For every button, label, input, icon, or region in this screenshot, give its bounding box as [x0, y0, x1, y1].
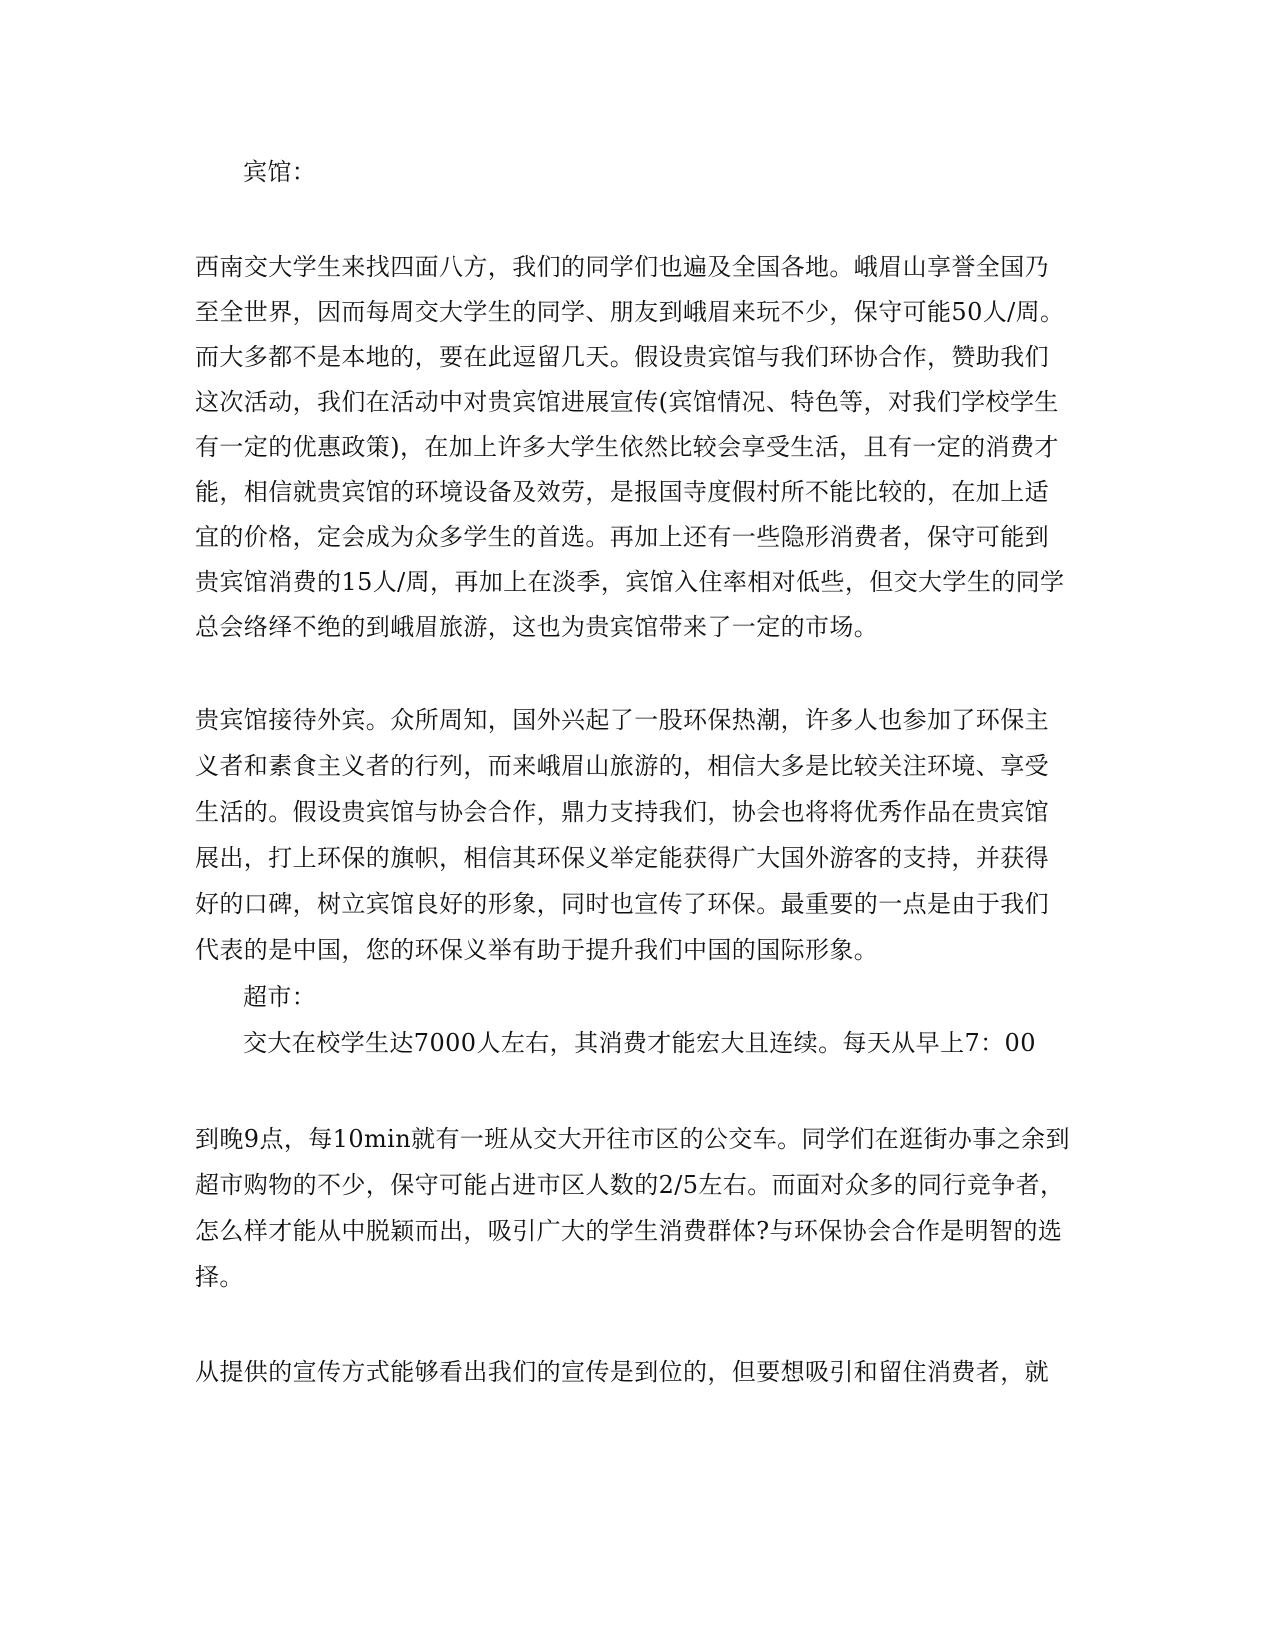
text-line: 而大多都不是本地的，要在此逗留几天。假设贵宾馆与我们环协合作，赞助我们 [195, 343, 1049, 371]
text-line: 贵宾馆接待外宾。众所周知，国外兴起了一股环保热潮，许多人也参加了环保主 [195, 706, 1049, 734]
text-line: 这次活动，我们在活动中对贵宾馆进展宣传(宾馆情况、特色等，对我们学校学生 [195, 388, 1059, 416]
paragraph-supermarket-intro: 交大在校学生达7000人左右，其消费才能宏大且连续。每天从早上7：00 [243, 1029, 1036, 1057]
text-line: 能，相信就贵宾馆的环境设备及效劳，是报国寺度假村所不能比较的，在加上适 [195, 478, 1049, 506]
paragraph-promotion: 从提供的宣传方式能够看出我们的宣传是到位的，但要想吸引和留住消费者，就 [195, 1358, 1049, 1386]
text-line: 超市购物的不少，保守可能占进市区人数的2/5左右。而面对众多的同行竞争者， [195, 1171, 1065, 1199]
text-line: 代表的是中国，您的环保义举有助于提升我们中国的国际形象。 [195, 936, 879, 964]
text-line: 至全世界，因而每周交大学生的同学、朋友到峨眉来玩不少，保守可能50人/周。 [195, 298, 1065, 326]
text-line: 怎么样才能从中脱颖而出，吸引广大的学生消费群体?与环保协会合作是明智的选 [195, 1217, 1063, 1245]
text-line: 择。 [195, 1263, 244, 1291]
text-line: 贵宾馆消费的15人/周，再加上在淡季，宾馆入住率相对低些，但交大学生的同学 [195, 568, 1065, 596]
text-line: 宜的价格，定会成为众多学生的首选。再加上还有一些隐形消费者，保守可能到 [195, 523, 1049, 551]
text-line: 到晚9点，每10min就有一班从交大开往市区的公交车。同学们在逛街办事之余到 [195, 1125, 1070, 1153]
text-line: 展出，打上环保的旗帜，相信其环保义举定能获得广大国外游客的支持，并获得 [195, 844, 1049, 872]
text-line: 总会络绎不绝的到峨眉旅游，这也为贵宾馆带来了一定的市场。 [195, 613, 879, 641]
section-heading-supermarket: 超市： [243, 983, 317, 1011]
text-line: 义者和素食主义者的行列，而来峨眉山旅游的，相信大多是比较关注环境、享受 [195, 752, 1049, 780]
text-line: 有一定的优惠政策)，在加上许多大学生依然比较会享受生活，且有一定的消费才 [195, 433, 1059, 461]
text-line: 西南交大学生来找四面八方，我们的同学们也遍及全国各地。峨眉山享誉全国乃 [195, 253, 1049, 281]
text-line: 生活的。假设贵宾馆与协会合作，鼎力支持我们，协会也将将优秀作品在贵宾馆 [195, 798, 1049, 826]
section-heading-hotel: 宾馆： [243, 158, 317, 186]
text-line: 好的口碑，树立宾馆良好的形象，同时也宣传了环保。最重要的一点是由于我们 [195, 890, 1049, 918]
